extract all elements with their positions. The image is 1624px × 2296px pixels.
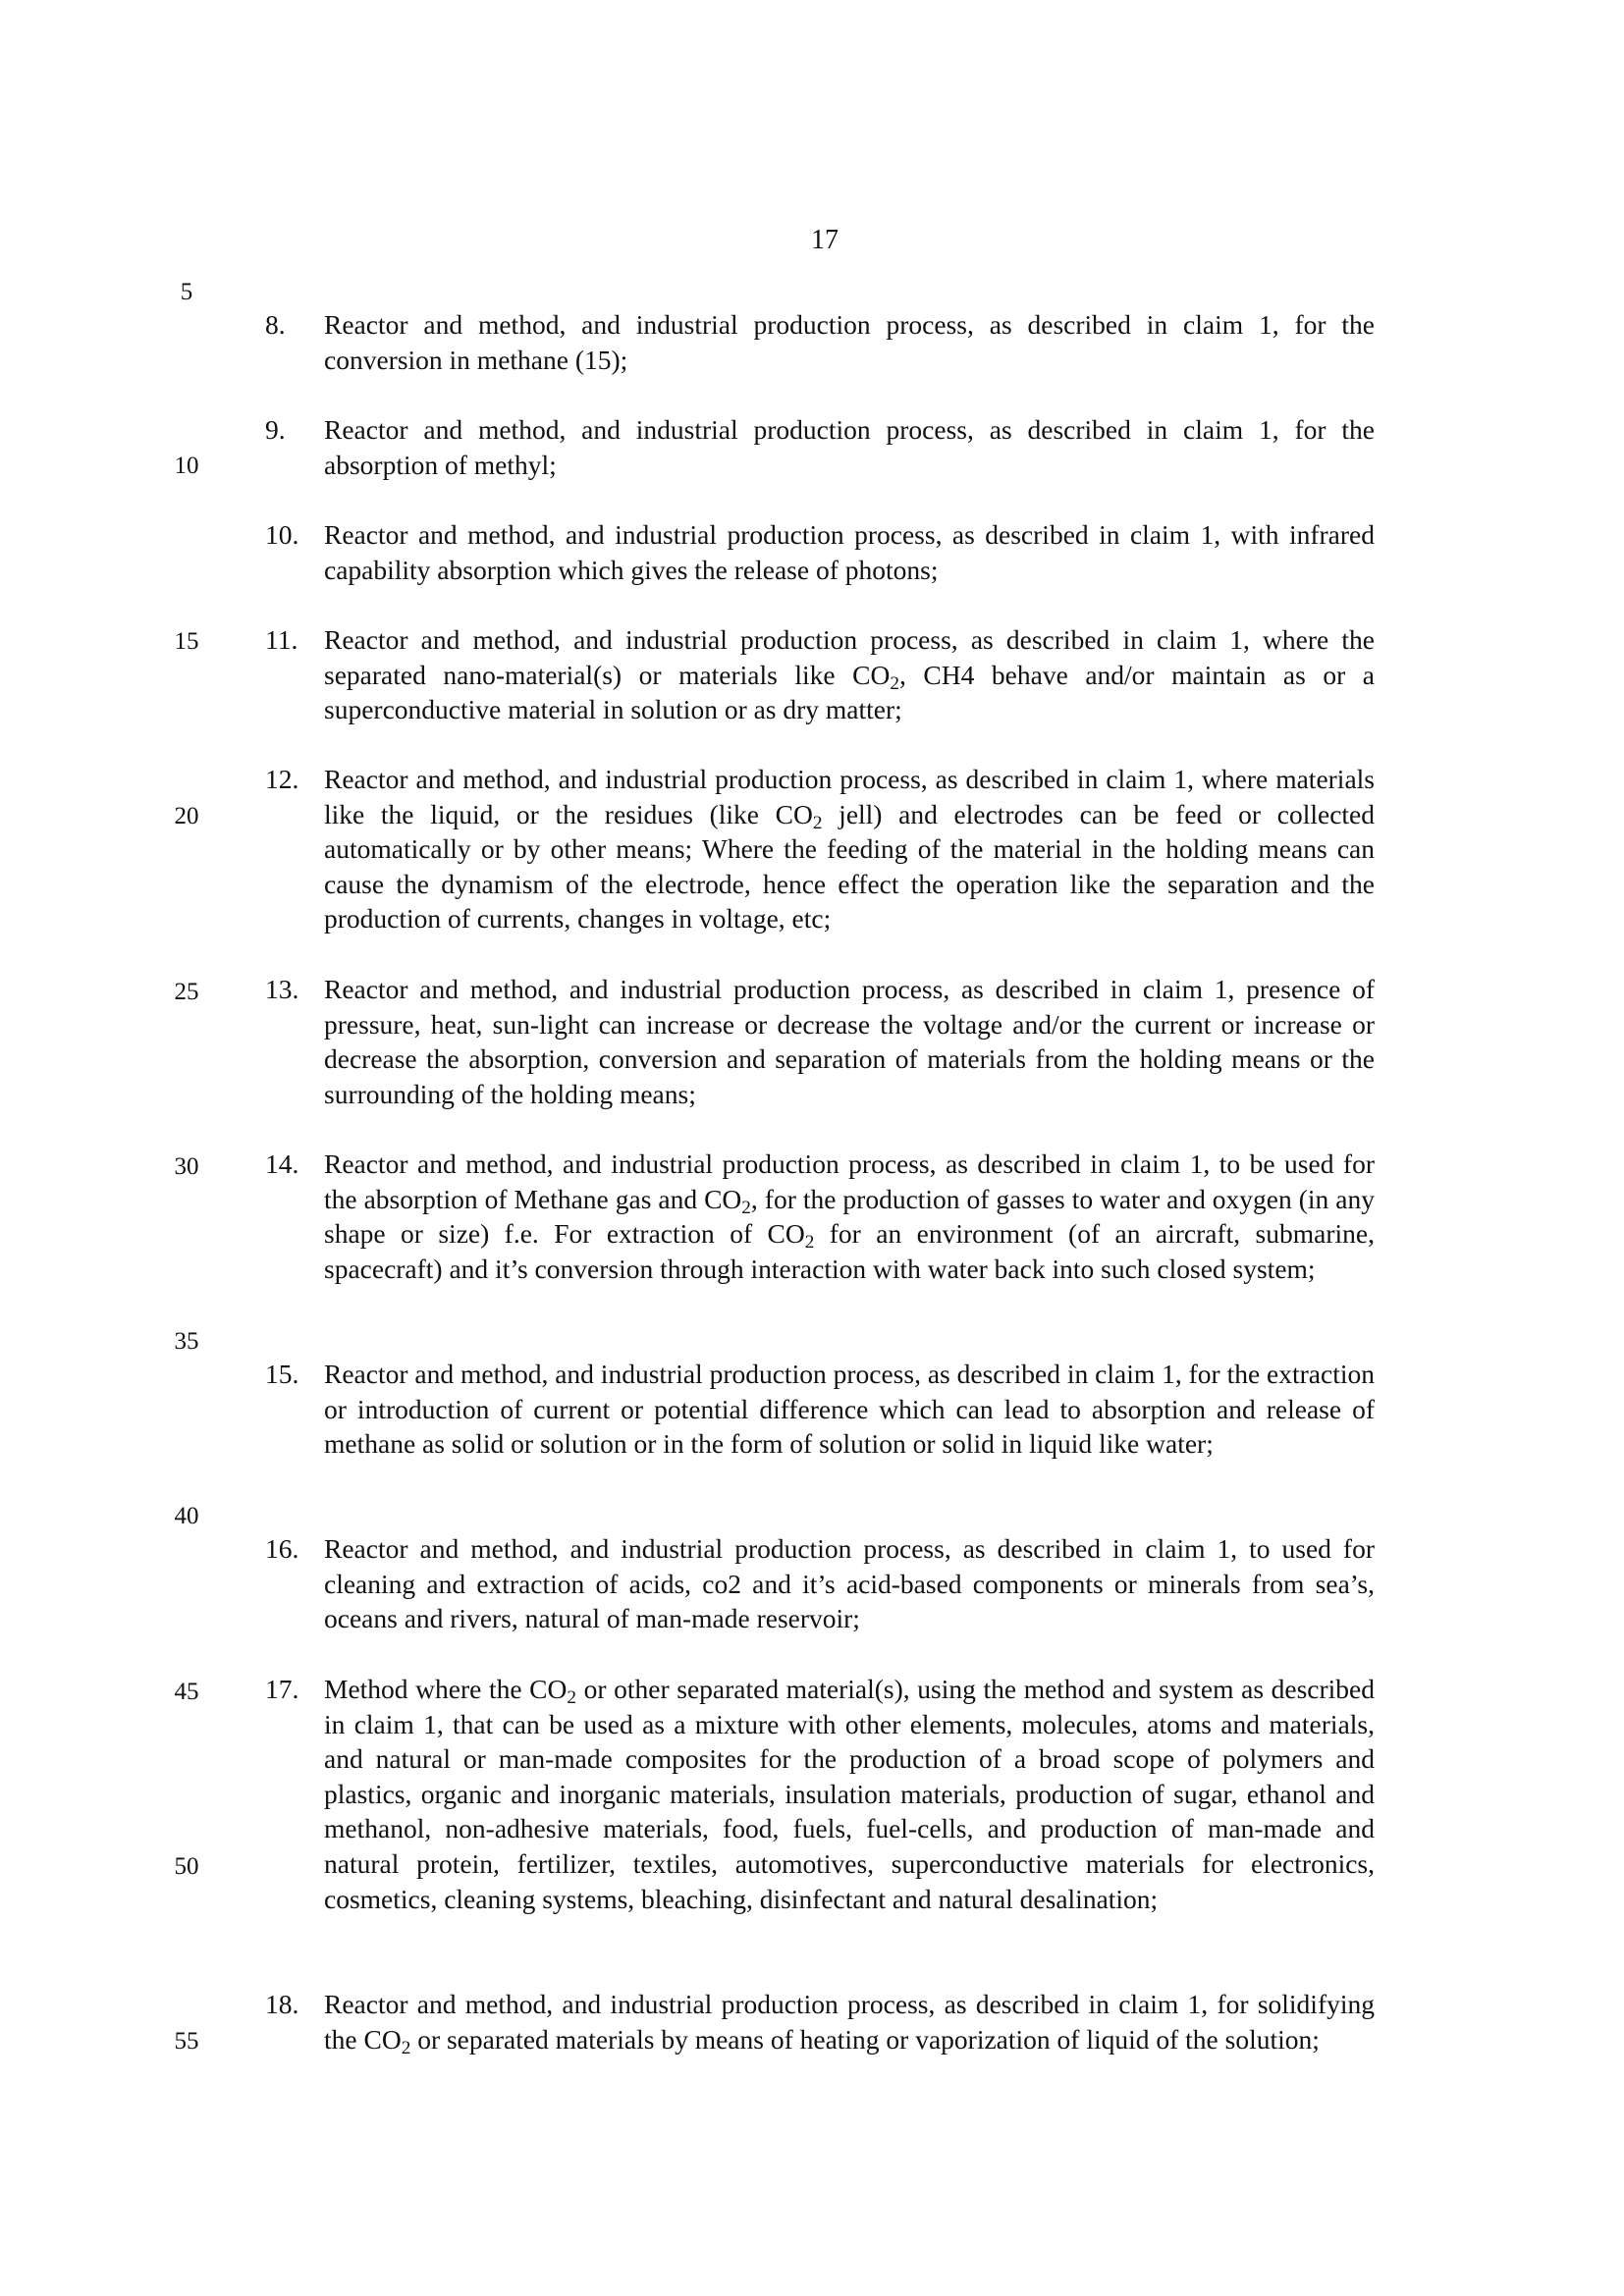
claim-text-run: or separated materials by means of heating or vaporization of liquid of the solution; — [410, 2023, 1320, 2055]
subscript: 2 — [567, 1686, 576, 1708]
claim-number: 15. — [265, 1359, 299, 1389]
subscript: 2 — [741, 1197, 751, 1218]
claim-text-run: Reactor and method, and industrial production process, as described in claim 1, for the extraction or introduction of current or potential difference which can lead to absorption and release of methane as solid or solution or in the form of solution or solid in liquid like water; — [324, 1359, 1375, 1460]
claim-item — [265, 1672, 1375, 1916]
subscript: 2 — [812, 812, 823, 833]
claim-text-run: Method where the CO — [324, 1674, 568, 1704]
claim-number: 12. — [265, 764, 299, 794]
margin-line-number: 35 — [174, 1328, 199, 1355]
margin-line-number: 25 — [174, 979, 199, 1005]
claim-text — [324, 412, 1375, 482]
claim-item — [265, 1357, 1375, 1462]
claim-number: 18. — [265, 1989, 299, 2019]
claim-text — [324, 1147, 1375, 1286]
claim-text — [324, 1357, 1375, 1462]
claim-text-run: Reactor and method, and industrial production process, as described in claim 1, where the separated nano-material(s) or materials like CO — [324, 624, 1375, 690]
subscript: 2 — [890, 672, 900, 694]
claim-item — [265, 762, 1375, 936]
page-number: 17 — [811, 225, 839, 255]
claim-number: 14. — [265, 1148, 299, 1179]
margin-line-number: 5 — [180, 279, 193, 305]
claim-text — [324, 1987, 1375, 2056]
margin-line-number: 30 — [174, 1153, 199, 1180]
claim-item — [265, 1147, 1375, 1286]
margin-line-number: 45 — [174, 1679, 199, 1705]
claim-number: 13. — [265, 974, 299, 1004]
claim-text — [324, 307, 1375, 377]
claim-text — [324, 1531, 1375, 1636]
margin-line-number: 55 — [174, 2028, 199, 2055]
claim-text — [324, 762, 1375, 936]
claim-number: 17. — [265, 1674, 299, 1704]
claim-text-run: , CH4 behave and/or maintain as or a superconductive material in solution or as dry matter; — [324, 659, 1375, 725]
claim-text-run: for an environment (of an aircraft, submarine, spacecraft) and it’s conversion through interaction with water back into such closed system; — [324, 1218, 1375, 1284]
claim-text-run: , for the production of gasses to water and oxygen (in any shape or size) f.e. For extraction of CO — [324, 1183, 1375, 1250]
claim-number: 11. — [265, 624, 298, 655]
margin-line-number: 10 — [174, 453, 199, 479]
claim-item — [265, 517, 1375, 587]
claim-text — [324, 972, 1375, 1111]
claim-text-run: Reactor and method, and industrial production process, as described in claim 1, with infrared capability absorption which gives the release of photons; — [324, 519, 1375, 585]
claim-item — [265, 622, 1375, 727]
subscript: 2 — [401, 2037, 411, 2058]
claim-number: 9. — [265, 414, 286, 445]
claim-item — [265, 412, 1375, 482]
margin-line-number: 20 — [174, 803, 199, 829]
claim-text-run: or other separated material(s), using the method and system as described in claim 1, that can be used as a mixture with other elements, molecules, atoms and materials, and natural or man-made composites for the production of a broad scope of polymers and plastics, organic and inorganic materials, insulation materials, production of sugar, ethanol and methanol, non-adhesive materials, food, fuels, fuel-cells, and production of man-made and natural protein, fertilizer, textiles, automotives, superconductive materials for electronics, cosmetics, cleaning systems, bleaching, disinfectant and natural desalination; — [324, 1674, 1376, 1914]
claim-text-run: jell) and electrodes can be feed or collected automatically or by other means; Where the feeding of the material in the holding means can cause the dynamism of the electrode, hence effect the operation like the separation and the production of currents, changes in voltage, etc; — [324, 798, 1376, 934]
claim-text — [324, 622, 1375, 727]
claim-text-run: Reactor and method, and industrial production process, as described in claim 1, to be used for the absorption of Methane gas and CO — [324, 1148, 1375, 1214]
claim-text-run: Reactor and method, and industrial production process, as described in claim 1, to used for cleaning and extraction of acids, co2 and it’s acid-based components or minerals from sea’s, oceans and rivers, natural of man-made reservoir; — [324, 1533, 1375, 1634]
subscript: 2 — [804, 1232, 815, 1253]
claim-text-run: Reactor and method, and industrial production process, as described in claim 1, for solidifying the CO — [324, 1989, 1375, 2055]
claim-text-run: Reactor and method, and industrial production process, as described in claim 1, presence of pressure, heat, sun-light can increase or decrease the voltage and/or the current or increase or decrease the absorption, conversion and separation of materials from the holding means or the surrounding of the holding means; — [324, 974, 1375, 1109]
margin-line-number: 40 — [174, 1503, 199, 1529]
claim-text — [324, 1672, 1375, 1916]
claim-text — [324, 517, 1375, 587]
margin-line-number: 15 — [174, 628, 199, 655]
claim-item — [265, 1531, 1375, 1636]
claim-number: 16. — [265, 1533, 299, 1564]
claim-item — [265, 972, 1375, 1111]
claim-item — [265, 307, 1375, 377]
margin-line-number: 50 — [174, 1853, 199, 1880]
claim-text-run: Reactor and method, and industrial production process, as described in claim 1, for the absorption of methyl; — [324, 414, 1375, 480]
claim-text-run: Reactor and method, and industrial production process, as described in claim 1, where materials like the liquid, or the residues (like CO — [324, 764, 1375, 829]
claim-number: 10. — [265, 519, 299, 550]
claim-item — [265, 1987, 1375, 2056]
claim-number: 8. — [265, 309, 286, 340]
claim-text-run: Reactor and method, and industrial production process, as described in claim 1, for the conversion in methane (15); — [324, 309, 1375, 375]
